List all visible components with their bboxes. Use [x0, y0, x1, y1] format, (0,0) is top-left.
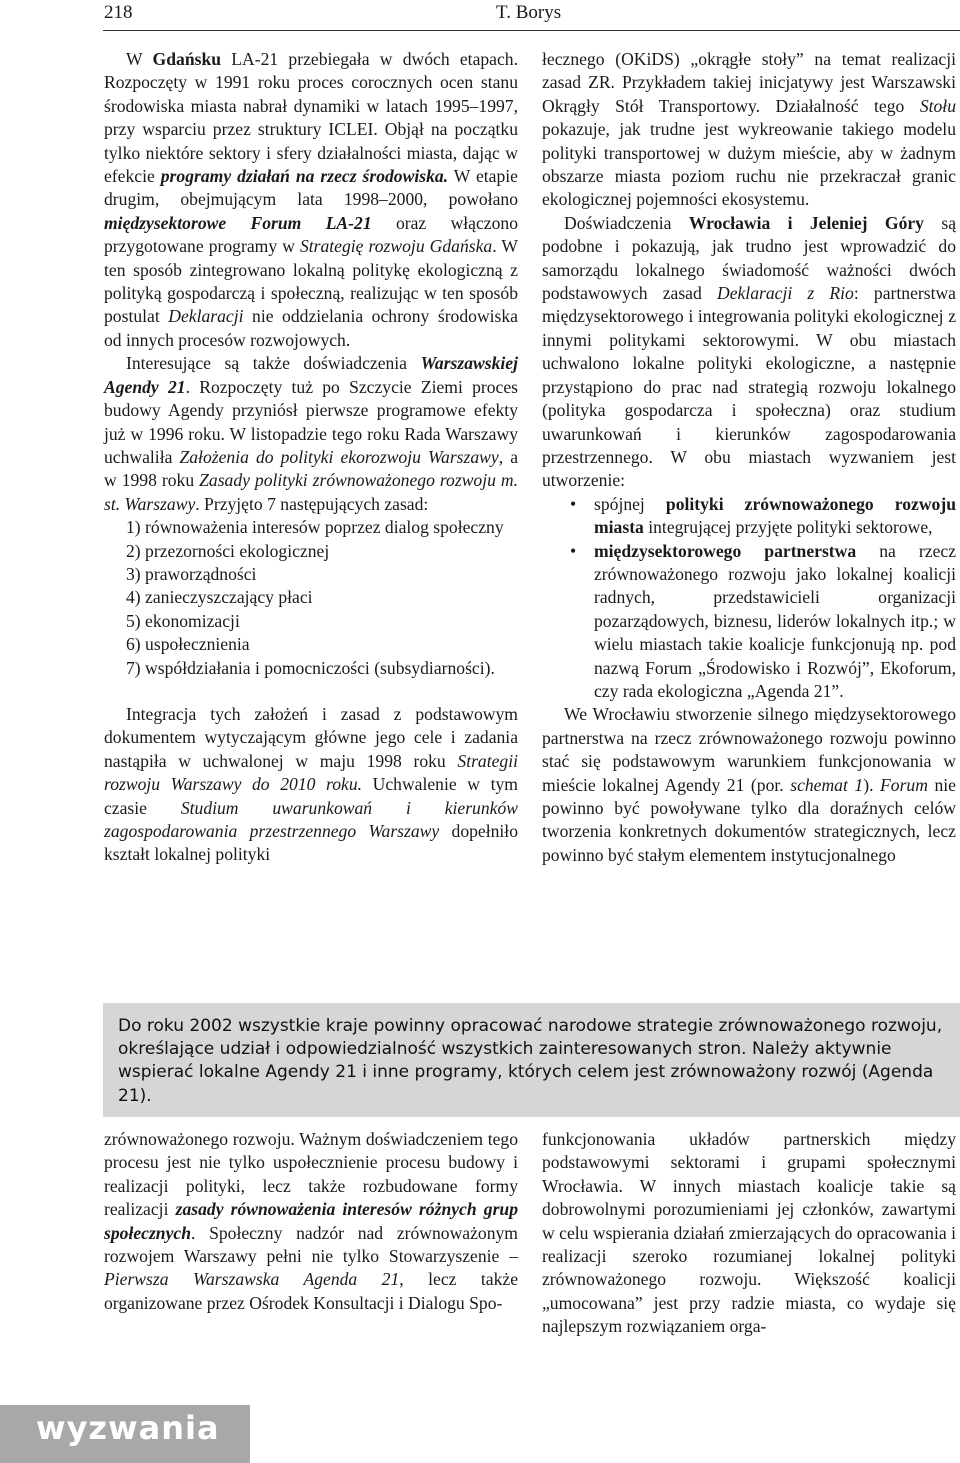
bullet-item [542, 540, 956, 704]
text-run: W etapie drugim, obejmującym lata 1998–2000, powołano [104, 166, 518, 210]
text-run: Pierwsza Warszawska Agenda 21 [104, 1269, 400, 1290]
text-run: Forum [880, 774, 928, 795]
text-run: : partnerstwa międzysektorowego i integrowania polityki ekologicznej z innymi politykami sektorowymi. W obu miastach uchwalono lokalne polityki ekologiczne, a następnie przystąpiono do prac nad strategią rozwoju lokalnego (polityka gospodarcza i społeczna) oraz studium uwarunkowań i kierunków zagospodarowania przestrzennego. W obu miastach wyzwaniem jest utworzenie: [542, 283, 956, 491]
text-run: . Przyjęto 7 następujących zasad: [195, 493, 429, 514]
journal-logo [0, 1405, 250, 1463]
text-run: na rzecz zrównoważonego rozwoju jako lokalnej koalicji radnych, przedstawicieli organizacji pozarządowych, biznesu, liderów lokalnych itp.; w wielu miastach takie koalicje funkcjonują np. pod nazwą Forum „Środowisko i Rozwój”, Ekoforum, czy rada ekologiczna „Agenda 21”. [594, 540, 957, 701]
text-run: . Rozpoczęty tuż po Szczycie Ziemi proces budowy Agendy przyniósł pierwsze programowe efekty już w 1996 roku. W listopadzie tego roku Rada Warszawy uchwaliła [104, 376, 518, 467]
paragraph-warszawa [104, 352, 518, 516]
text-run: zasady równoważenia interesów różnych grup społecznych [104, 1199, 518, 1243]
text-run: Stołu [919, 95, 956, 116]
bullet-item [542, 493, 956, 540]
text-run: Założenia do polityki ekorozwoju Warszawy [179, 446, 499, 467]
left-column [104, 48, 518, 867]
text-run: dopełniło kształt lokalnej polityki [104, 821, 518, 865]
text-run: Interesujące są także doświadczenia [126, 353, 421, 374]
text-run: Deklaracji z Rio [716, 283, 854, 304]
list-item: 4) zanieczyszczający płaci [126, 587, 313, 608]
paragraph-okids [542, 48, 956, 212]
text-run: Studium uwarunkowań i kierunków zagospodarowania przestrzennego Warszawy [104, 797, 518, 841]
text-run: , lecz także organizowane przez Ośrodek Konsultacji i Dialogu Spo- [104, 1269, 519, 1313]
text-run: zrównoważonego rozwoju. Ważnym doświadczeniem tego procesu jest nie tylko uspołecznienie procesu budowy i realizacji polityki, lecz także rozbudowane formy realizacji [104, 1129, 518, 1220]
text-run: Strategii rozwoju Warszawy do 2010 roku. [104, 750, 518, 795]
running-author: T. Borys [496, 2, 562, 23]
bottom-left-column [104, 1128, 518, 1315]
callout-box [103, 1003, 960, 1117]
text-run: międzysektorowego partnerstwa [594, 540, 857, 561]
list-item: 3) praworządności [126, 563, 257, 584]
text-run: Zasady polityki zrównoważonego rozwoju m. st. Warszawy [104, 470, 518, 514]
logo-text: wyzwania [36, 1409, 220, 1447]
paragraph-wroclaw [542, 212, 956, 493]
text-run: integrującej przyjęte polityki sektorowe, [643, 517, 933, 538]
text-run: nie powinno być powoływane tylko dla doraźnych celów tworzenia konkretnych dokumentów strategicznych, lecz powinno być stałym elementem instytucjonalnego [542, 774, 956, 865]
paragraph-continuation [104, 1128, 518, 1315]
list-item: 5) ekonomizacji [126, 610, 240, 631]
text-run: Warszawskiej Agendy 21 [104, 353, 518, 397]
text-run: funkcjonowania układów partnerskich między podstawowymi sektorami i grupami społecznymi Wrocławia. W innych miastach koalicje takie są dobrowolnymi porozumieniami jej członków, zawartymi w celu wspierania działań zmierzających do opracowania i realizacji szeroko rozumianej lokalnej polityki zrównoważonego rozwoju. Większość koalicji „umocowana” jest przy radzie miasta, co wydaje się najlepszym rozwiązaniem orga- [542, 1129, 956, 1337]
paragraph-koalicje [542, 1128, 956, 1339]
list-item: 2) przezorności ekologicznej [126, 540, 330, 561]
bottom-right-column [542, 1128, 956, 1339]
text-run: . Społeczny nadzór nad zrównoważonym rozwojem Warszawy pełni nie tylko Stowarzyszenie – [104, 1222, 518, 1267]
right-column [542, 48, 956, 867]
text-run: programy działań na rzecz środowiska. [160, 166, 449, 187]
text-run: pokazuje, jak trudne jest wykreowanie takiego modelu polityki transportowej w dużym mieście, aby w żadnym obszarze miasta poziom ruchu nie przekraczał granic ekologicznej pojemności ekosystemu. [542, 119, 956, 210]
text-run: ). [863, 774, 881, 795]
text-run: międzysektorowe Forum LA-21 [104, 212, 372, 233]
text-run: schemat 1 [790, 774, 864, 795]
text-run: Deklaracji [168, 306, 244, 327]
text-run: spójnej [594, 493, 666, 514]
text-run: oraz włączono przygotowane programy w [104, 212, 518, 257]
bullet-icon: • [570, 540, 577, 561]
text-run: są podobne i pokazują, jak trudno jest wprowadzić do samorządu lokalnego świadomość ważności dwóch podstawowych zasad [542, 212, 956, 304]
page-number: 218 [104, 2, 133, 23]
text-run: Doświadczenia [564, 212, 689, 233]
running-header [0, 0, 960, 30]
paragraph-partnerstwo [542, 703, 956, 867]
text-run: polityki zrównoważonego rozwoju miasta [594, 493, 956, 538]
callout-text: Do roku 2002 wszystkie kraje powinny opracować narodowe strategie zrównoważonego rozwoju, określające udział i odpowiedzialność wszystkich zainteresowanych stron. Należy aktywnie wspierać lokalne Agendy 21 i inne programy, których celem jest zrównoważony rozwój (Agenda 21). [118, 1016, 943, 1106]
bullet-icon: • [570, 493, 577, 514]
text-run: Integracja tych założeń i zasad z podstawowym dokumentem wytyczającym główne jego cele i zadania nastąpiła w uchwalonej w maju 1998 roku [104, 703, 518, 771]
paragraph-gdansk [104, 48, 518, 352]
text-run: Gdańsku [152, 49, 222, 69]
principles-list [104, 516, 518, 680]
text-run: Wrocławia i Jeleniej Góry [688, 212, 924, 233]
list-item: 7) współdziałania i pomocniczości (subsydiarności). [126, 657, 495, 678]
text-run: We Wrocławiu stworzenie silnego międzysektorowego partnerstwa na rzecz zrównoważonego rozwoju powinno stać się podstawowym warunkiem funkcjonowania w mieście lokalnej Agendy 21 (por. [542, 704, 956, 795]
list-item: 6) uspołecznienia [126, 634, 250, 655]
text-run: , a w 1998 roku [104, 446, 518, 491]
text-run: W [126, 49, 153, 69]
list-item: 1) równoważenia interesów poprzez dialog społeczny [126, 517, 504, 538]
text-run: łecznego (OKiDS) „okrągłe stoły” na temat realizacji zasad ZR. Przykładem takiej inicjatywy jest Warszawski Okrągły Stół Transportowy. Działalność tego [542, 49, 956, 116]
text-run: Uchwalenie w tym czasie [104, 774, 518, 818]
text-run: Strategię rozwoju Gdańska [299, 236, 493, 257]
text-run: nie oddzielania ochrony środowiska od innych procesów rozwojowych. [104, 306, 518, 350]
text-run: . W ten sposób zintegrowano lokalną politykę ekologiczną z polityką gospodarczą i społeczną, realizując w ten sposób postulat [104, 236, 518, 327]
header-rule [103, 30, 960, 31]
text-run: LA-21 przebiegała w dwóch etapach. Rozpoczęty w 1991 roku proces corocznych ocen stanu środowiska miasta nabrał dynamiki w latach 1995–1997, przy wsparciu przez struktury ICLEI. Objął na początku tylko niektóre sektory i sfery działalności miasta, dając w efekcie [104, 49, 518, 187]
bullet-list [542, 493, 956, 704]
paragraph-integracja [104, 703, 518, 867]
